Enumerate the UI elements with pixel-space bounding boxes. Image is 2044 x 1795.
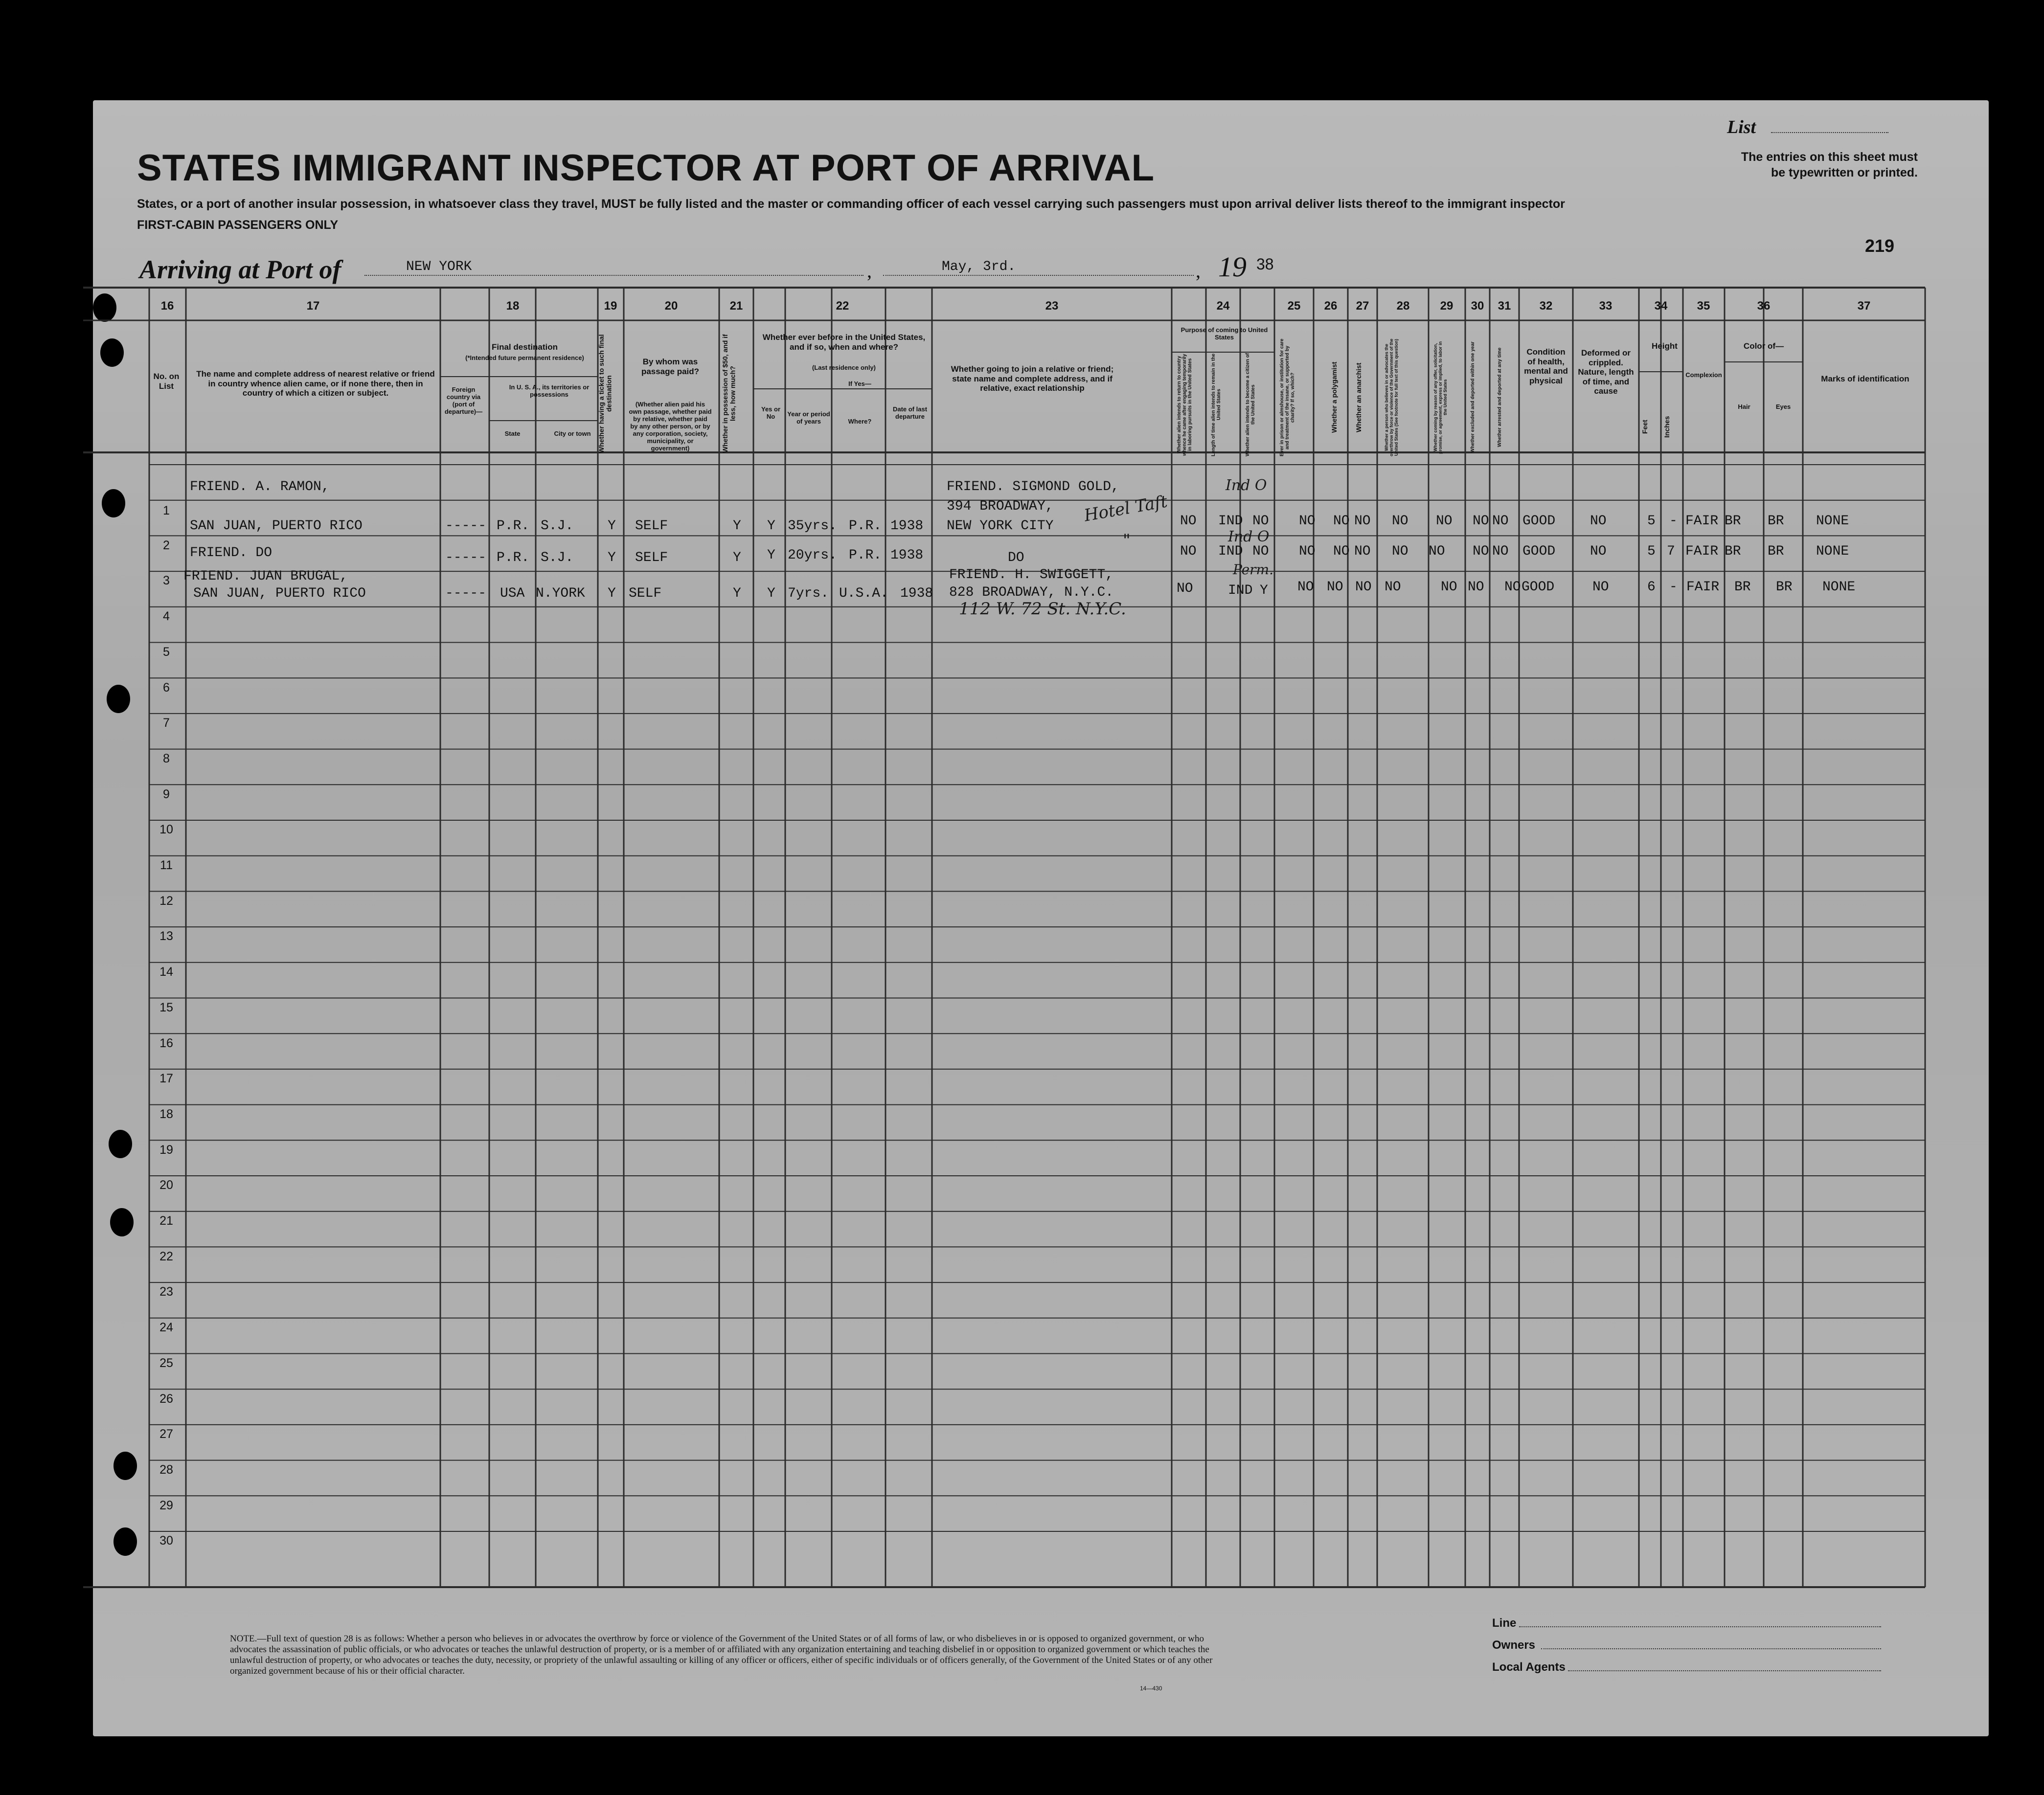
col24-citizen: Whether alien intends to become a citizen of the United States [1245,353,1256,457]
entry1-pre-line: FRIEND. A. RAMON, [190,479,330,494]
page-title: STATES IMMIGRANT INSPECTOR AT PORT OF ARRIVAL [137,147,1155,189]
column-number-25: 25 [1287,299,1301,313]
year-suffix: 38 [1256,255,1274,273]
port-of-arrival: NEW YORK [406,259,472,274]
entry2-overthrow: NO [1392,544,1408,559]
entry3-prison: NO [1297,580,1314,595]
col22-where: Where? [848,418,872,425]
entry2-hair: BR [1725,544,1741,559]
column-number-32: 32 [1539,299,1553,313]
col22-note: (Last residence only) [812,364,876,371]
entry2-health: GOOD [1522,544,1556,559]
col30-heading: Whether excluded and deported within one year [1470,341,1476,453]
entry2-where: P.R. [849,548,882,563]
row-number-30: 30 [159,1534,173,1548]
entry1-offer: NO [1436,514,1453,529]
col22-title: Whether ever before in the United States, and if so, when and where? [762,333,926,352]
entry2-citizen: NO [1252,544,1269,559]
row-number-2: 2 [163,538,170,552]
column-number-35: 35 [1697,299,1710,313]
entry1-join-line1: FRIEND. SIGMOND GOLD, [947,479,1119,494]
col21-heading: Whether in possession of $50, and if less, how much? [721,334,737,453]
entry3-arrested: NO [1504,580,1521,595]
row-number-1: 1 [163,504,170,517]
col26-heading: Whether a polygamist [1330,361,1338,433]
entry3-offer: NO [1441,580,1457,595]
entry1-join-handwritten: Hotel Taft [1082,492,1169,526]
entry1-overthrow: NO [1392,514,1408,529]
column-number-18: 18 [506,299,520,313]
column-number-19: 19 [604,299,617,313]
entry1-paid-by: SELF [635,518,668,534]
entry1-return: NO [1180,514,1197,529]
entry1-anarchist: NO [1354,514,1371,529]
entry1-has-50: Y [733,518,741,534]
entry2-city: S.J. [541,550,574,565]
col18-foreign: Foreign country via (port of departure)— [444,386,483,415]
entry3-overthrow: NO [1385,580,1401,595]
owners-label: Owners [1492,1638,1536,1652]
column-number-37: 37 [1857,299,1871,313]
entry1-complexion: FAIR [1685,514,1719,529]
column-number-17: 17 [306,299,320,313]
col37-heading: Marks of identification [1821,374,1909,383]
entry3-length: IND [1228,583,1253,598]
row-number-12: 12 [159,894,173,908]
row-number-22: 22 [159,1249,173,1263]
entry1-inches: - [1669,514,1678,529]
sheet-number: 219 [1865,236,1895,256]
column-number-31: 31 [1498,299,1511,313]
entry3-marks: NONE [1822,580,1856,595]
col24-title: Purpose of coming to United States [1181,326,1268,341]
entry1-city: S.J. [541,518,574,534]
year-prefix: 19 [1218,251,1247,283]
col18-note: (*Intended future permanent residence) [465,354,584,361]
col17-heading: The name and complete address of nearest relative or friend in country whence alien came, or if none there, then in country of which a citizen or subject. [196,369,435,398]
entry1-arrested: NO [1492,514,1509,529]
entry2-ticket: Y [608,550,616,565]
col22-ifyes: If Yes— [848,380,871,387]
row-number-28: 28 [159,1462,173,1477]
entry3-citizen: Y [1260,583,1268,598]
col36-hair: Hair [1738,403,1750,410]
entry3-foreign: ----- [445,586,487,601]
column-number-34: 34 [1654,299,1668,313]
col34-feet: Feet [1641,420,1649,434]
entry1-relative: SAN JUAN, PUERTO RICO [190,518,363,534]
entry2-years: 20yrs. [788,548,837,563]
entry1-prison: NO [1299,514,1316,529]
entry2-paid-by: SELF [635,550,668,565]
row-number-26: 26 [159,1391,173,1406]
row-number-29: 29 [159,1498,173,1512]
column-number-27: 27 [1356,299,1369,313]
entry2-prison: NO [1299,544,1316,559]
row-number-27: 27 [159,1427,173,1441]
col31-heading: Whether arrested and deported at any time [1497,347,1502,448]
col20-title: By whom was passage paid? [641,357,700,376]
list-label: List [1727,117,1756,137]
col36-title: Color of— [1743,341,1784,351]
entry3-where: U.S.A. [839,586,888,601]
entry1-foreign: ----- [445,518,487,534]
row-number-6: 6 [163,680,170,695]
entry1-eyes: BR [1768,514,1784,529]
entry1-polygamist: NO [1333,514,1350,529]
row-number-25: 25 [159,1356,173,1370]
column-number-24: 24 [1216,299,1230,313]
row-number-23: 23 [159,1285,173,1299]
line-label: Line [1492,1616,1517,1630]
col32-heading: Condition of health, mental and physical [1524,347,1568,385]
row-number-17: 17 [159,1072,173,1086]
entry1-hair: BR [1725,514,1741,529]
entry1-marks: NONE [1816,514,1849,529]
entry3-has-50: Y [733,586,741,601]
entry2-arrested: NO [1492,544,1509,559]
column-number-20: 20 [664,299,678,313]
row-number-7: 7 [163,716,170,730]
entry3-polygamist: NO [1327,580,1343,595]
row-number-16: 16 [159,1036,173,1050]
col24-return: Whether alien intends to return to country whence he came after engaging temporarily in laboring pursuits in the United States [1177,354,1193,456]
col18-title: Final destination [491,342,558,352]
entry2-join-handwritten: " [1123,531,1131,550]
entry1-deformed: NO [1590,514,1607,529]
entry1-excluded: NO [1473,514,1489,529]
entry3-join-line1: FRIEND. H. SWIGGETT, [949,567,1114,583]
entries-note-line1: The entries on this sheet must [1741,150,1918,164]
entry3-eyes: BR [1776,580,1793,595]
row-number-13: 13 [159,929,173,943]
entry1-join-line3: NEW YORK CITY [947,518,1054,534]
entry3-join-line2: 828 BROADWAY, N.Y.C. [949,585,1114,600]
row-number-20: 20 [159,1178,173,1192]
entry3-join-handwritten: 112 W. 72 St. N.Y.C. [959,599,1126,619]
row-number-24: 24 [159,1321,173,1335]
entry3-hair: BR [1734,580,1751,595]
col34-title: Height [1652,341,1678,351]
col18-usa: In U. S. A., its territories or possessions [509,383,590,398]
entry2-feet: 5 [1647,544,1656,559]
entry3-excluded: NO [1468,580,1484,595]
entry3-deformed: NO [1592,580,1609,595]
entry2-deformed: NO [1590,544,1607,559]
entry1-where: P.R. [849,518,882,534]
entry1-health: GOOD [1522,514,1556,529]
entry3-years: 7yrs. [788,586,829,601]
entry3-complexion: FAIR [1686,580,1720,595]
entry2-state: P.R. [497,550,530,565]
row-number-18: 18 [159,1107,173,1121]
arrival-date: May, 3rd. [942,259,1016,274]
entry3-city: N.YORK [536,586,585,601]
col22-date: Date of last departure [892,405,928,420]
instructions-text: States, or a port of another insular possession, in whatsoever class they travel, MUST be fully listed and the master or commanding officer of each vessel carrying such passengers must upon arrival deliver lists thereof to the immigrant inspector [137,197,1565,211]
entry2-complexion: FAIR [1685,544,1719,559]
entry2-before-yes: Y [767,548,775,563]
arriving-label: Arriving at Port of [139,255,341,284]
col22-year: Year or period of years [787,410,830,425]
entry2-join-line1: DO [1008,550,1024,565]
row-number-10: 10 [159,823,173,837]
col29-heading: Whether coming by reason of any offer, solicitation, promise, or agreement, express or implied, to labor in the United States [1433,341,1448,454]
entry2-excluded: NO [1473,544,1489,559]
entry1-years: 35yrs. [788,518,837,534]
row-number-4: 4 [163,609,170,624]
col36-eyes: Eyes [1775,403,1791,410]
entry2-anarchist: NO [1354,544,1371,559]
entry1-departure: 1938 [890,518,924,534]
entry2-departure: 1938 [890,548,924,563]
col18-city: City or town [554,430,591,437]
entry2-polygamist: NO [1333,544,1350,559]
row-number-5: 5 [163,645,170,659]
row-number-14: 14 [159,965,173,979]
entry3-before-yes: Y [767,586,775,601]
col24-length: Length of time alien intends to remain in the United States [1211,353,1222,456]
entry2-has-50: Y [733,550,741,565]
entry1-before-yes: Y [767,518,775,534]
col23-heading: Whether going to join a relative or friend; state name and complete address, and if relative, exact relationship [951,364,1114,393]
col33-heading: Deformed or crippled. Nature, length of time, and cause [1578,348,1634,396]
row-number-9: 9 [163,787,170,801]
entry2-eyes: BR [1768,544,1784,559]
entry3-departure: 1938 [900,586,933,601]
local-agents-field [1568,1670,1881,1671]
row-number-19: 19 [159,1143,173,1157]
passenger-class-text: FIRST-CABIN PASSENGERS ONLY [137,218,339,232]
col27-heading: Whether an anarchist [1355,362,1363,432]
col22-yesno: Yes or No [761,405,781,420]
entry3-anarchist: NO [1355,580,1372,595]
entry2-relative: FRIEND. DO [190,545,273,561]
comma: , [867,260,872,282]
column-number-28: 28 [1396,299,1410,313]
col20-note: (Whether alien paid his own passage, whether paid by relative, whether paid by any other person, or by any corporation, society, municipality, or government) [629,401,712,452]
line-field [1519,1626,1881,1627]
form-number: 14—430 [1140,1685,1162,1692]
entry3-relative-line2: SAN JUAN, PUERTO RICO [193,586,366,601]
entry1-citizen: NO [1252,514,1269,529]
entry1-length-handwritten: Ind O [1226,477,1267,494]
entry1-join-line2: 394 BROADWAY, [947,499,1054,514]
column-number-33: 33 [1599,299,1612,313]
row-number-21: 21 [159,1214,173,1228]
column-number-30: 30 [1471,299,1484,313]
entry3-return: NO [1177,581,1193,596]
entry1-state: P.R. [497,518,530,534]
entry2-inches: 7 [1667,544,1675,559]
column-number-29: 29 [1440,299,1454,313]
column-number-22: 22 [836,299,849,313]
col28-heading: Whether a person who believes in or advocates the overthrow by force or violence of the Government of the United States (See footnote for full text of this question) [1384,338,1399,456]
column-number-23: 23 [1045,299,1059,313]
entry2-marks: NONE [1816,544,1849,559]
entry3-paid-by: SELF [629,586,662,601]
column-number-26: 26 [1324,299,1338,313]
comma: , [1196,260,1201,282]
entry1-length: IND [1218,514,1243,529]
col16-heading: No. on List [153,372,180,391]
col19-heading: Whether having a ticket to such final destination [597,334,613,453]
entries-note-line2: be typewritten or printed. [1771,166,1918,180]
row-number-3: 3 [163,574,170,588]
row-number-15: 15 [159,1000,173,1014]
entry3-feet: 6 [1647,580,1656,595]
entry2-length-handwritten: Ind O [1228,528,1270,545]
column-number-21: 21 [729,299,743,313]
column-number-36: 36 [1757,299,1771,313]
col18-state: State [504,430,521,437]
owners-field [1541,1648,1881,1649]
entry2-foreign: ----- [445,550,487,565]
row-number-11: 11 [160,858,173,872]
entry1-ticket: Y [608,518,616,534]
col35-heading: Complexion [1685,371,1722,379]
entry2-offer: NO [1429,544,1445,559]
entry3-state: USA [500,586,525,601]
entry2-return: NO [1180,544,1197,559]
entry3-relative-line1: FRIEND. JUAN BRUGAL, [183,569,348,584]
entry3-length-handwritten: Perm. [1233,561,1273,578]
col25-heading: Ever in prison or almshouse, or institution for care and treatment of the insane, or supported by charity? If so, which? [1279,338,1295,456]
footer-note: NOTE.—Full text of question 28 is as follows: Whether a person who believes in or advocates the overthrow by force or violence of the Government of the United States or of all forms of law, or who disbelieves in or is opposed to organized government, or who advocates the assassination of public officials, or who advocates or teaches the unlawful destruction of property, or is a member of or affiliated with any organization entertaining and teaching disbelief in or opposition to organized government or which teaches the unlawful destruction of property, or who advocates or teaches the duty, necessity, or propriety of the unlawful assaulting or killing of any officer or officers, either of specific individuals or of officers generally, of the Government of the United States or of any other organized government because of his or their official character. [230,1634,1213,1676]
col34-inches: Inches [1663,416,1671,438]
entry3-ticket: Y [608,586,616,601]
column-number-16: 16 [160,299,174,313]
entry3-health: GOOD [1522,580,1555,595]
row-number-8: 8 [163,751,170,765]
entry2-length: IND [1218,544,1243,559]
local-agents-label: Local Agents [1492,1660,1566,1674]
entry3-inches: - [1669,580,1678,595]
entry1-feet: 5 [1647,514,1656,529]
